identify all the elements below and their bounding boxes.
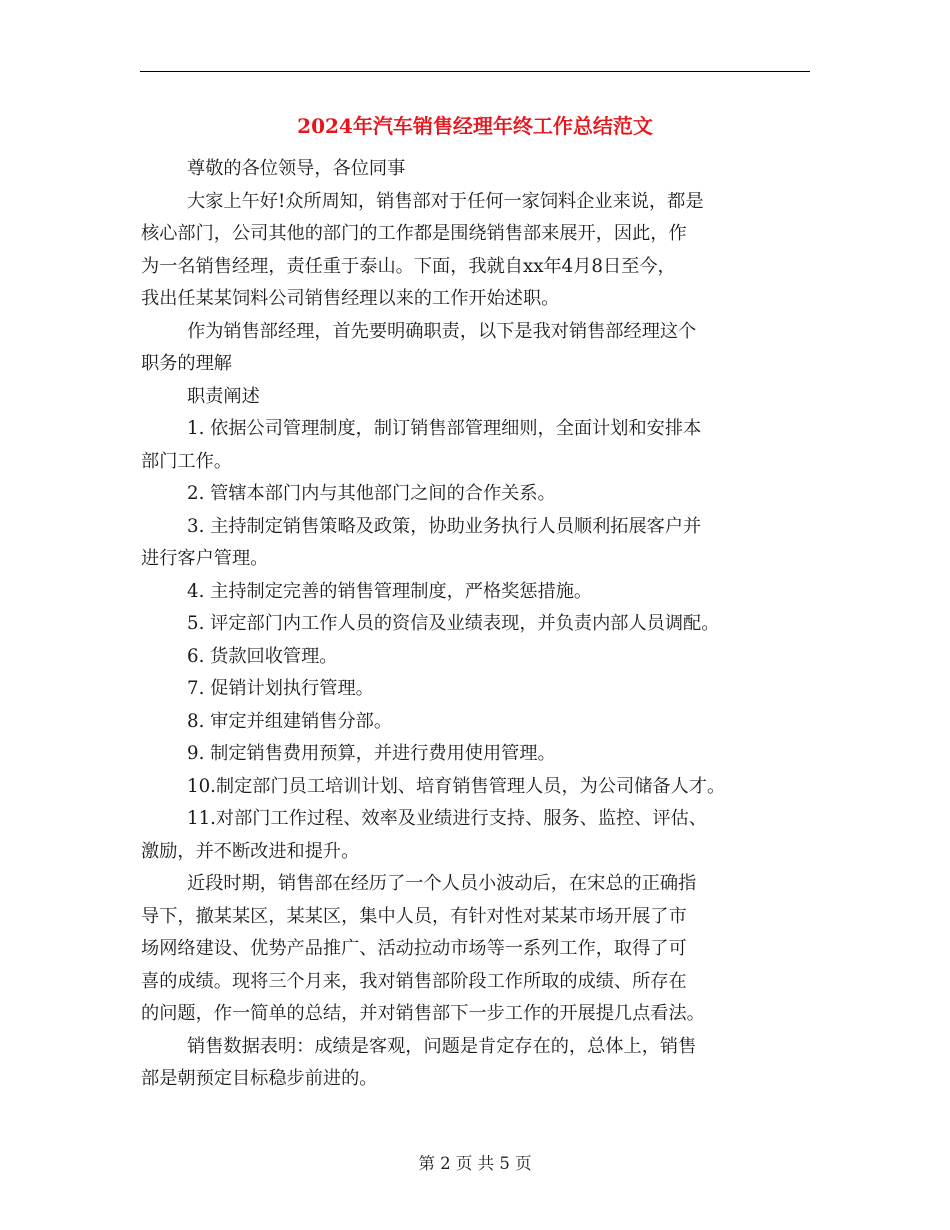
header-rule [140,71,810,72]
text-line: 5. 评定部门内工作人员的资信及业绩表现，并负责内部人员调配。 [187,613,720,634]
text-line: 7. 促销计划执行管理。 [187,678,374,699]
text-line: 激励，并不断改进和提升。 [141,840,360,862]
text-line: 3. 主持制定销售策略及政策，协助业务执行人员顺利拓展客户并 [187,515,702,537]
text-line: 职务的理解 [141,353,232,374]
text-line: 9. 制定销售费用预算，并进行费用使用管理。 [187,743,556,764]
text-line: 部是朝预定目标稳步前进的。 [141,1068,378,1089]
text-line: 职责阐述 [187,385,260,407]
text-line: 喜的成绩。现将三个月来，我对销售部阶段工作所取的成绩、所存在 [141,970,687,992]
text-line: 近段时期，销售部在经历了一个人员小波动后，在宋总的正确指 [187,873,697,894]
text-line: 6. 货款回收管理。 [187,645,338,667]
text-line: 作为销售部经理，首先要明确职责，以下是我对销售部经理这个 [187,320,697,342]
text-line: 大家上午好!众所周知，销售部对于任何一家饲料企业来说，都是 [187,190,704,212]
text-line: 尊敬的各位领导，各位同事 [187,158,406,179]
text-line: 1. 依据公司管理制度，制订销售部管理细则，全面计划和安排本 [187,418,702,439]
page-footer: 第 2 页 共 5 页 [418,1154,532,1173]
document-body [141,153,841,1096]
text-line: 导下，撤某某区，某某区，集中人员，有针对性对某某市场开展了市 [141,905,687,927]
text-line: 8. 审定并组建销售分部。 [187,710,393,732]
text-line: 10.制定部门员工培训计划、培育销售管理人员，为公司储备人才。 [187,775,726,797]
text-line: 我出任某某饲料公司销售经理以来的工作开始述职。 [141,288,560,309]
text-line: 销售数据表明：成绩是客观，问题是肯定存在的，总体上，销售 [187,1035,697,1057]
text-line: 核心部门，公司其他的部门的工作都是围绕销售部来展开，因此，作 [141,223,687,244]
text-line: 2. 管辖本部门内与其他部门之间的合作关系。 [187,483,556,504]
text-line: 场网络建设、优势产品推广、活动拉动市场等一系列工作，取得了可 [141,938,687,959]
text-line: 11.对部门工作过程、效率及业绩进行支持、服务、监控、评估、 [187,808,707,829]
document-title: 2024年汽车销售经理年终工作总结范文 [297,114,653,138]
text-line: 部门工作。 [141,450,232,472]
text-line: 4. 主持制定完善的销售管理制度，严格奖惩措施。 [187,580,593,602]
text-line: 进行客户管理。 [141,548,269,569]
text-line: 的问题，作一简单的总结，并对销售部下一步工作的开展提几点看法。 [141,1003,705,1024]
text-line: 为一名销售经理，责任重于泰山。下面，我就自xx年4月8日至今， [141,255,676,277]
